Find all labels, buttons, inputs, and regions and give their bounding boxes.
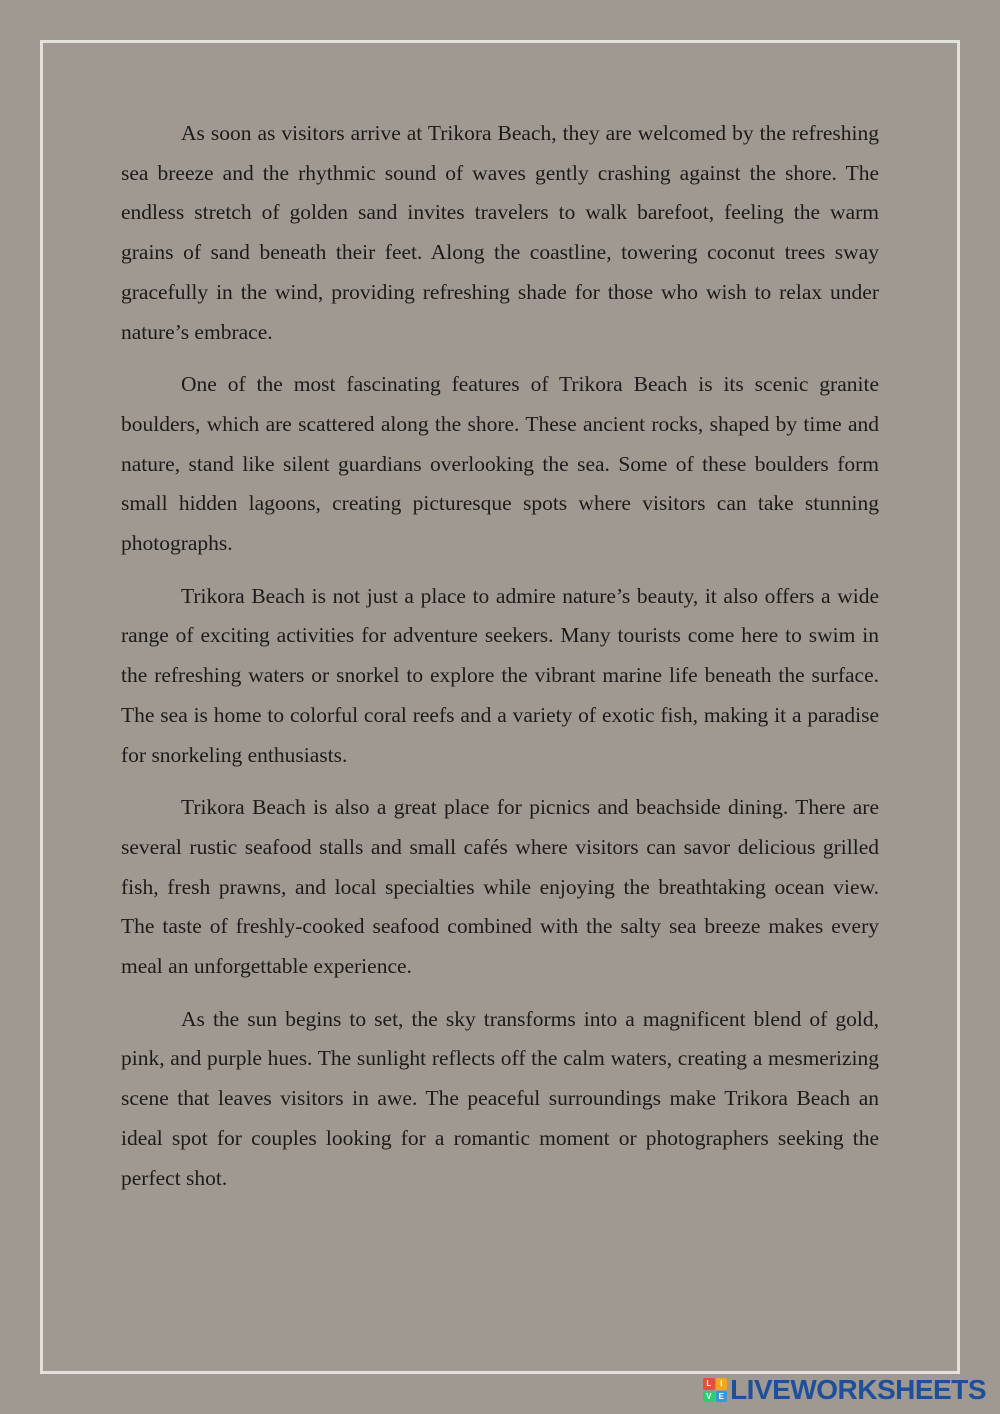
liveworksheets-logo-icon — [703, 1378, 727, 1402]
liveworksheets-watermark[interactable] — [703, 1374, 986, 1406]
paragraph-arrival: As soon as visitors arrive at Trikora Beach, they are welcomed by the refreshing sea breeze and the rhythmic sound of waves gently crashing against the shore. The endless stretch of golden sand invites travelers to walk barefoot, feeling the warm grains of sand beneath their feet. Along the coastline, towering coconut trees sway gracefully in the wind, providing refreshing shade for those who wish to relax under nature’s embrace. — [121, 121, 879, 344]
paragraph-dining: Trikora Beach is also a great place for picnics and beachside dining. There are several rustic seafood stalls and small cafés where visitors can savor delicious grilled fish, fresh prawns, and local specialties while enjoying the breathtaking ocean view. The taste of freshly-cooked seafood combined with the salty sea breeze makes every meal an unforgettable experience. — [121, 795, 879, 979]
logo-tile-v: V — [703, 1391, 715, 1403]
paragraph-granite-boulders: One of the most fascinating features of Trikora Beach is its scenic granite boulders, which are scattered along the shore. These ancient rocks, shaped by time and nature, stand like silent guardians overlooking the sea. Some of these boulders form small hidden lagoons, creating picturesque spots where visitors can take stunning photographs. — [121, 372, 879, 556]
logo-tile-i: I — [716, 1378, 728, 1390]
liveworksheets-wordmark: LIVEWORKSHEETS — [730, 1374, 986, 1405]
logo-tile-e: E — [716, 1391, 728, 1403]
paragraph-sunset: As the sun begins to set, the sky transforms into a magnificent blend of gold, pink, and purple hues. The sunlight reflects off the calm waters, creating a mesmerizing scene that leaves visitors in awe. The peaceful surroundings make Trikora Beach an ideal spot for couples looking for a romantic moment or photographers seeking the perfect shot. — [121, 1006, 879, 1190]
paragraph-activities: Trikora Beach is not just a place to admire nature’s beauty, it also offers a wide range of exciting activities for adventure seekers. Many tourists come here to swim in the refreshing waters or snorkel to explore the vibrant marine life beneath the surface. The sea is home to colorful coral reefs and a variety of exotic fish, making it a paradise for snorkeling enthusiasts. — [121, 583, 879, 767]
article-body — [121, 114, 879, 1211]
logo-tile-l: L — [703, 1378, 715, 1390]
